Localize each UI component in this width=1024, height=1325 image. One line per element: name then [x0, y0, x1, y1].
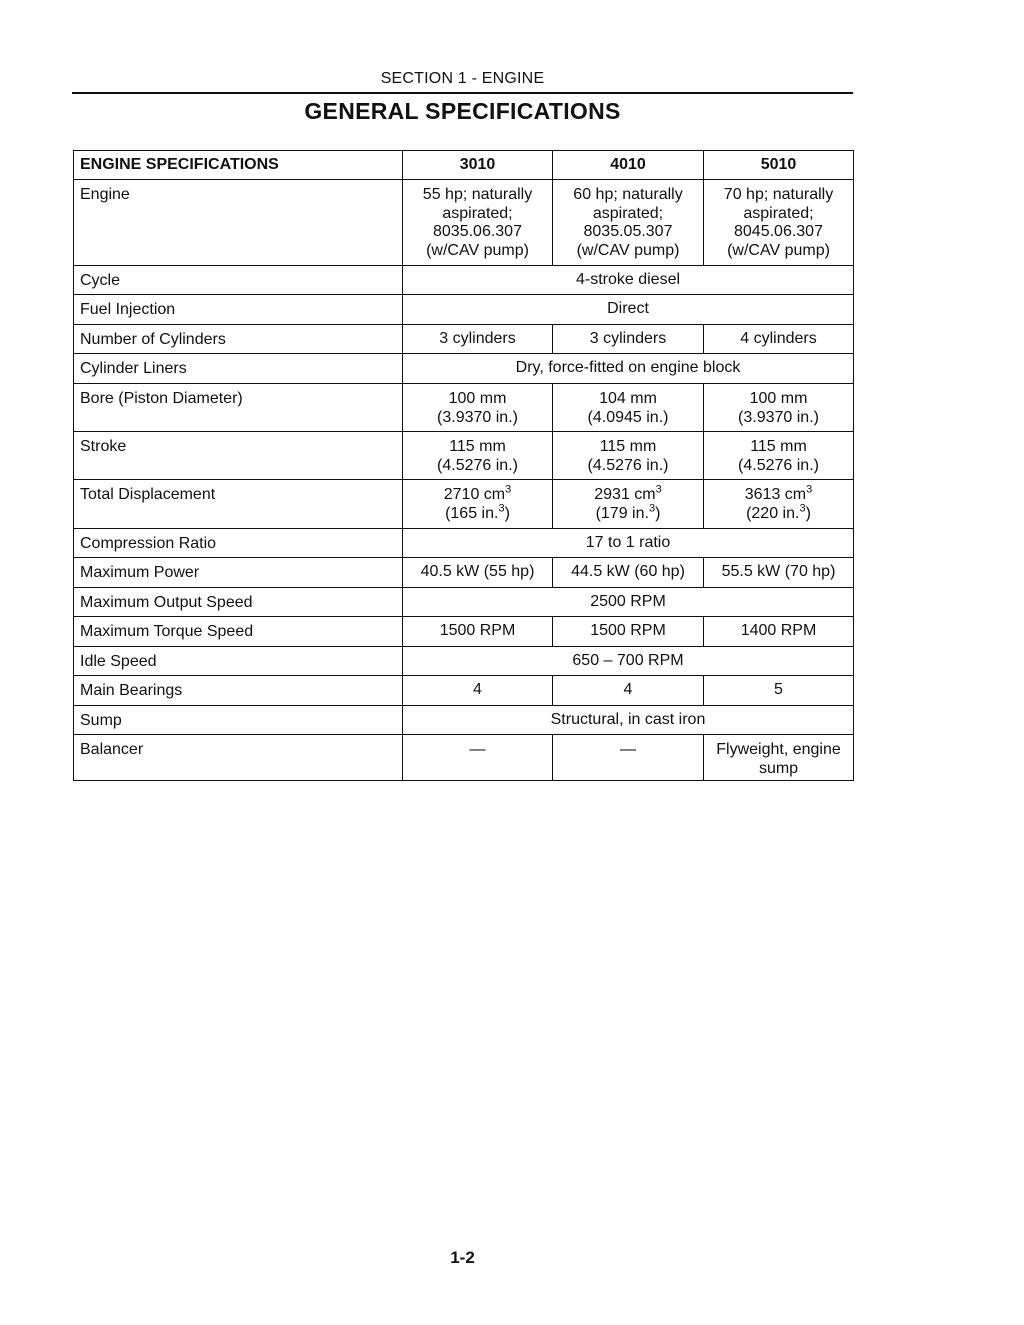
- cell-line: sump: [758, 759, 799, 777]
- row-engine: [74, 180, 854, 266]
- header-rule: [72, 92, 853, 94]
- cell-4010: 4: [553, 676, 704, 706]
- cell-line: (4.5276 in.): [437, 456, 518, 474]
- row-number-of-cylinders: [74, 325, 854, 354]
- cell-line: 8045.06.307: [734, 223, 823, 240]
- cell-4010: [553, 180, 704, 266]
- cell-3010: [403, 180, 553, 266]
- row-label: Maximum Torque Speed: [74, 617, 403, 647]
- cell-5010: [704, 480, 854, 529]
- cell-5010: [704, 735, 854, 781]
- imperial-value: (220 in.: [746, 504, 800, 522]
- row-label: Main Bearings: [74, 676, 403, 706]
- row-fuel-injection: [74, 295, 854, 325]
- row-cylinder-liners: [74, 354, 854, 384]
- superscript-3: 3: [806, 483, 813, 496]
- cell-4010: [553, 432, 704, 480]
- row-label: Compression Ratio: [74, 529, 403, 558]
- cell-line: 70 hp; naturally: [723, 186, 834, 203]
- engine-specifications-table: [73, 150, 854, 781]
- closing-paren: ): [655, 504, 661, 522]
- cell-all-models: Structural, in cast iron: [403, 706, 854, 735]
- row-label: Fuel Injection: [74, 295, 403, 325]
- cell-5010: [704, 180, 854, 266]
- row-cycle: [74, 266, 854, 295]
- cell-4010: [553, 384, 704, 432]
- cell-all-models: 17 to 1 ratio: [403, 529, 854, 558]
- cell-line: (4.0945 in.): [587, 408, 669, 426]
- row-bore: [74, 384, 854, 432]
- cell-5010: [704, 432, 854, 480]
- cell-all-models: Dry, force-fitted on engine block: [403, 354, 854, 384]
- column-header-5010: 5010: [704, 151, 854, 180]
- section-header: SECTION 1 - ENGINE: [380, 70, 545, 87]
- row-label: Cycle: [74, 266, 403, 295]
- row-label: Number of Cylinders: [74, 325, 403, 354]
- row-sump: [74, 706, 854, 735]
- superscript-3: 3: [505, 483, 512, 496]
- cell-line: [403, 483, 552, 505]
- cell-all-models: 4-stroke diesel: [403, 266, 854, 295]
- cell-5010: 1400 RPM: [704, 617, 854, 647]
- column-header-3010: 3010: [403, 151, 553, 180]
- cell-line: (4.5276 in.): [587, 456, 669, 474]
- cell-all-models: 650 – 700 RPM: [403, 647, 854, 676]
- cell-3010: 40.5 kW (55 hp): [403, 558, 553, 588]
- page-number: 1-2: [450, 1248, 475, 1267]
- cell-5010: 5: [704, 676, 854, 706]
- cell-line: [553, 483, 703, 505]
- cell-3010: [403, 432, 553, 480]
- cell-3010: [403, 384, 553, 432]
- cell-5010: 55.5 kW (70 hp): [704, 558, 854, 588]
- cell-line: aspirated;: [442, 204, 513, 222]
- table-header-row: [74, 151, 854, 180]
- row-label: Sump: [74, 706, 403, 735]
- row-label: Bore (Piston Diameter): [74, 384, 403, 432]
- column-header-label: ENGINE SPECIFICATIONS: [74, 151, 403, 180]
- row-label: Maximum Power: [74, 558, 403, 588]
- cell-line: aspirated;: [743, 204, 814, 222]
- cell-line: [704, 502, 853, 524]
- metric-value: 2931 cm: [594, 486, 656, 503]
- cell-3010: 4: [403, 676, 553, 706]
- cell-5010: [704, 384, 854, 432]
- cell-line: (w/CAV pump): [426, 241, 529, 259]
- row-label: Balancer: [74, 735, 403, 781]
- column-header-4010: 4010: [553, 151, 704, 180]
- cell-line: 100 mm: [749, 390, 808, 407]
- superscript-3: 3: [648, 502, 656, 515]
- closing-paren: ): [504, 504, 510, 522]
- row-label: Total Displacement: [74, 480, 403, 529]
- cell-line: 115 mm: [750, 438, 807, 455]
- imperial-value: (179 in.: [595, 504, 649, 522]
- cell-4010: 3 cylinders: [553, 325, 704, 354]
- cell-line: 100 mm: [448, 390, 507, 407]
- superscript-3: 3: [799, 502, 806, 515]
- cell-3010: [403, 480, 553, 529]
- cell-line: 55 hp; naturally: [422, 186, 533, 203]
- cell-line: 8035.05.307: [583, 223, 673, 240]
- row-label: Engine: [74, 180, 403, 266]
- cell-4010: —: [553, 735, 704, 781]
- cell-line: 8035.06.307: [433, 223, 522, 240]
- row-balancer: [74, 735, 854, 781]
- row-label: Idle Speed: [74, 647, 403, 676]
- row-main-bearings: [74, 676, 854, 706]
- cell-3010: 1500 RPM: [403, 617, 553, 647]
- cell-line: (w/CAV pump): [727, 241, 830, 259]
- row-label: Stroke: [74, 432, 403, 480]
- row-idle-speed: [74, 647, 854, 676]
- row-maximum-torque-speed: [74, 617, 854, 647]
- cell-all-models: 2500 RPM: [403, 588, 854, 617]
- cell-3010: —: [403, 735, 553, 781]
- page-title: GENERAL SPECIFICATIONS: [304, 98, 621, 124]
- row-total-displacement: [74, 480, 854, 529]
- row-label: Maximum Output Speed: [74, 588, 403, 617]
- cell-4010: [553, 480, 704, 529]
- cell-3010: 3 cylinders: [403, 325, 553, 354]
- metric-value: 3613 cm: [744, 486, 807, 503]
- cell-line: Flyweight, engine: [716, 741, 841, 758]
- closing-paren: ): [805, 504, 811, 522]
- cell-line: 115 mm: [449, 438, 506, 455]
- cell-line: (4.5276 in.): [738, 456, 819, 474]
- cell-4010: 1500 RPM: [553, 617, 704, 647]
- cell-line: aspirated;: [592, 204, 664, 222]
- cell-line: (w/CAV pump): [576, 241, 680, 259]
- row-label: Cylinder Liners: [74, 354, 403, 384]
- row-compression-ratio: [74, 529, 854, 558]
- cell-4010: 44.5 kW (60 hp): [553, 558, 704, 588]
- row-maximum-power: [74, 558, 854, 588]
- row-maximum-output-speed: [74, 588, 854, 617]
- cell-line: 115 mm: [599, 438, 657, 455]
- imperial-value: (165 in.: [445, 504, 499, 522]
- cell-line: [704, 483, 853, 505]
- metric-value: 2710 cm: [443, 486, 506, 503]
- row-stroke: [74, 432, 854, 480]
- superscript-3: 3: [498, 502, 505, 515]
- cell-line: (3.9370 in.): [738, 408, 819, 426]
- cell-line: 104 mm: [599, 390, 657, 407]
- cell-5010: 4 cylinders: [704, 325, 854, 354]
- cell-line: [553, 502, 703, 524]
- cell-line: [403, 502, 552, 524]
- cell-all-models: Direct: [403, 295, 854, 325]
- superscript-3: 3: [655, 483, 662, 496]
- cell-line: 60 hp; naturally: [573, 186, 683, 203]
- cell-line: (3.9370 in.): [437, 408, 518, 426]
